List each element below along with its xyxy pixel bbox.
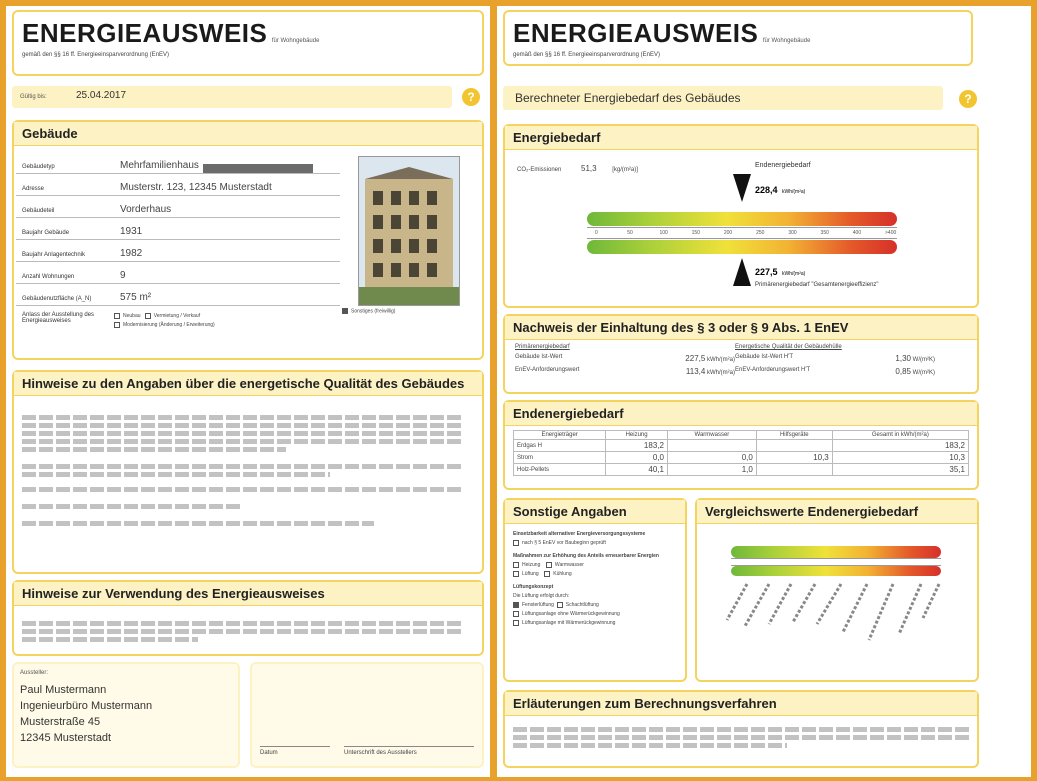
table-row: Gebäudetyp Mehrfamilienhaus bbox=[16, 152, 340, 174]
primary-energy-label: Primärenergiebedarf "Gesamtenergieeffizienz" bbox=[755, 282, 879, 288]
comparison-heading: Vergleichswerte Endenergiebedarf bbox=[697, 500, 977, 524]
certificate-subtitle: gemäß den §§ 16 ff. Energieeinsparverordnung (EnEV) bbox=[513, 52, 660, 58]
calculation-notes-text bbox=[513, 724, 969, 751]
header-box bbox=[12, 10, 484, 76]
primary-energy-value: 227,5 kWh/(m²a) bbox=[755, 267, 806, 277]
primary-energy-arrow bbox=[733, 258, 751, 286]
final-energy-label: Endenergiebedarf bbox=[755, 162, 811, 169]
checkbox[interactable] bbox=[544, 571, 550, 577]
scale-tick-label: 250 bbox=[756, 230, 765, 236]
info-icon[interactable]: ? bbox=[959, 90, 977, 108]
energy-demand-section bbox=[503, 124, 979, 308]
building-section: Gebäude Gebäudetyp Mehrfamilienhaus Adresse Musterstr. 123, 12345 Musterstadt Gebäudeteil Vorderhaus Baujahr Gebäude 1931 Baujahr Anlagentechnik 1982 Anzahl Wohnungen 9 Gebäudenutzfläche (A_N) 575 m² Anlass der Ausstellung des Energieausweises Neubau Vermietung / Verkauf Modernisierung (Änderung / Erweiterung) Sonstiges (freiwillig) bbox=[12, 120, 484, 360]
scale-tick-label: 0 bbox=[595, 230, 598, 236]
checkbox[interactable] bbox=[513, 571, 519, 577]
checkbox[interactable] bbox=[546, 562, 552, 568]
valid-date: 25.04.2017 bbox=[76, 90, 127, 101]
scale-tick-label: >400 bbox=[885, 230, 897, 236]
table-row: Gebäudenutzfläche (A_N) 575 m² bbox=[16, 284, 340, 306]
checkbox[interactable] bbox=[145, 313, 151, 319]
checkbox[interactable] bbox=[513, 611, 519, 617]
banner-text: Berechneter Energiebedarf des Gebäudes bbox=[515, 91, 741, 105]
quality-notes-text bbox=[22, 412, 462, 529]
energy-certificate-page-2 bbox=[497, 6, 1031, 777]
checkbox[interactable] bbox=[513, 562, 519, 568]
table-row: Strom 0,0 0,0 10,3 10,3 bbox=[514, 452, 969, 464]
scale-tick-label: 400 bbox=[852, 230, 862, 236]
redaction-bar bbox=[203, 164, 313, 173]
info-icon[interactable]: ? bbox=[462, 88, 480, 106]
checkbox[interactable] bbox=[513, 620, 519, 626]
final-energy-table bbox=[513, 430, 969, 476]
scale-tick-label: 300 bbox=[788, 230, 797, 236]
signature-label: Unterschrift des Ausstellers bbox=[344, 750, 417, 756]
quality-notes-section bbox=[12, 370, 484, 574]
comparison-section bbox=[695, 498, 979, 682]
table-row: Erdgas H 183,2 183,2 bbox=[514, 440, 969, 452]
energy-scale-top bbox=[587, 212, 897, 226]
co2-row: CO₂-Emissionen 51,3 [kg/(m²a)] bbox=[517, 164, 638, 173]
final-energy-value: 228,4 kWh/(m²a) bbox=[755, 185, 806, 195]
checkbox[interactable] bbox=[557, 602, 563, 608]
quality-notes-heading: Hinweise zu den Angaben über die energetische Qualität des Gebäudes bbox=[14, 372, 482, 396]
scale-tick-label: 200 bbox=[723, 230, 733, 236]
building-photo bbox=[358, 156, 460, 306]
scale-tick-label: 150 bbox=[691, 230, 700, 236]
table-row: Adresse Musterstr. 123, 12345 Musterstadt bbox=[16, 174, 340, 196]
final-energy-arrow bbox=[733, 174, 751, 202]
table-row: Anzahl Wohnungen 9 bbox=[16, 262, 340, 284]
table-row: Baujahr Gebäude 1931 bbox=[16, 218, 340, 240]
signature-box bbox=[250, 662, 484, 768]
energy-demand-heading: Energiebedarf bbox=[505, 126, 977, 150]
valid-label: Gültig bis: bbox=[20, 94, 47, 100]
issuer-address: Paul Mustermann Ingenieurbüro Mustermann Musterstraße 45 12345 Musterstadt bbox=[20, 684, 153, 744]
calculation-notes-section bbox=[503, 690, 979, 768]
scale-tick-label: 50 bbox=[627, 230, 633, 236]
energy-scale-bottom bbox=[587, 240, 897, 254]
date-label: Datum bbox=[260, 750, 278, 756]
comparison-scale-top bbox=[731, 546, 941, 558]
other-info-content: Einsetzbarkeit alternativer Energieversorgungssysteme nach § 5 EnEV vor Baubeginn geprüft Maßnahmen zur Erhöhung des Anteils erneuerbarer Energien Heizung Warmwasser Lüftung Kühlung Lüftungskonzept Die Lüftung erfolgt durch: Fensterlüftung Schachtlüftung Lüftungsanlage ohne Wärmerückgewinnung Lüftungsanlage mit Wärmerückgewinnung bbox=[513, 531, 659, 626]
certificate-title: ENERGIEAUSWEIS bbox=[513, 18, 759, 48]
section-banner bbox=[503, 86, 943, 110]
table-row: Gebäudeteil Vorderhaus bbox=[16, 196, 340, 218]
other-info-section bbox=[503, 498, 687, 682]
certificate-subtitle: gemäß den §§ 16 ff. Energieeinsparverordnung (EnEV) bbox=[22, 52, 169, 58]
comparison-labels bbox=[717, 580, 957, 660]
title-suffix: für Wohngebäude bbox=[762, 38, 811, 44]
checkbox[interactable] bbox=[114, 322, 120, 328]
header-box bbox=[503, 10, 973, 66]
final-energy-section bbox=[503, 400, 979, 490]
final-energy-heading: Endenergiebedarf bbox=[505, 402, 977, 426]
validity-banner bbox=[12, 86, 452, 108]
compliance-section bbox=[503, 314, 979, 394]
table-header-row: Energieträger Heizung Warmwasser Hilfsgeräte Gesamt in kWh/(m²a) bbox=[514, 431, 969, 440]
envelope-compliance: Energetische Qualität der Gebäudehülle Gebäude Ist-Wert H'T 1,30 W/(m²K) EnEV-Anforderungswert H'T 0,85 W/(m²K) bbox=[735, 344, 935, 376]
other-info-heading: Sonstige Angaben bbox=[505, 500, 685, 524]
issue-reason-row: Anlass der Ausstellung des Energieausweises Neubau Vermietung / Verkauf Modernisierung (Änderung / Erweiterung) bbox=[22, 312, 215, 328]
checkbox-checked[interactable] bbox=[513, 602, 519, 608]
checkbox[interactable] bbox=[114, 313, 120, 319]
building-heading: Gebäude bbox=[14, 122, 482, 146]
compliance-heading: Nachweis der Einhaltung des § 3 oder § 9 Abs. 1 EnEV bbox=[505, 316, 977, 340]
table-row: Holz-Pellets 40,1 1,0 35,1 bbox=[514, 464, 969, 476]
comparison-scale-bottom bbox=[731, 566, 941, 576]
table-row: Baujahr Anlagentechnik 1982 bbox=[16, 240, 340, 262]
calculation-notes-heading: Erläuterungen zum Berechnungsverfahren bbox=[505, 692, 977, 716]
scale-tick-label: 100 bbox=[659, 230, 668, 236]
title-suffix: für Wohngebäude bbox=[271, 38, 320, 44]
checkbox-checked[interactable] bbox=[342, 308, 348, 314]
energy-certificate-page-1 bbox=[6, 6, 490, 777]
scale-tick-label: 350 bbox=[820, 230, 829, 236]
building-table bbox=[16, 152, 340, 330]
usage-notes-heading: Hinweise zur Verwendung des Energieausweises bbox=[14, 582, 482, 606]
usage-notes-section bbox=[12, 580, 484, 656]
primary-compliance: Primärenergiebedarf Gebäude Ist-Wert 227,5 kWh/(m²a) EnEV-Anforderungswert 113,4 kWh/(m²a) bbox=[515, 344, 735, 376]
issuer-box bbox=[12, 662, 240, 768]
checkbox[interactable] bbox=[513, 540, 519, 546]
scale-ticks bbox=[587, 227, 897, 239]
issuer-label: Aussteller: bbox=[20, 670, 49, 676]
certificate-title: ENERGIEAUSWEIS bbox=[22, 18, 268, 48]
usage-notes-text bbox=[22, 618, 462, 645]
